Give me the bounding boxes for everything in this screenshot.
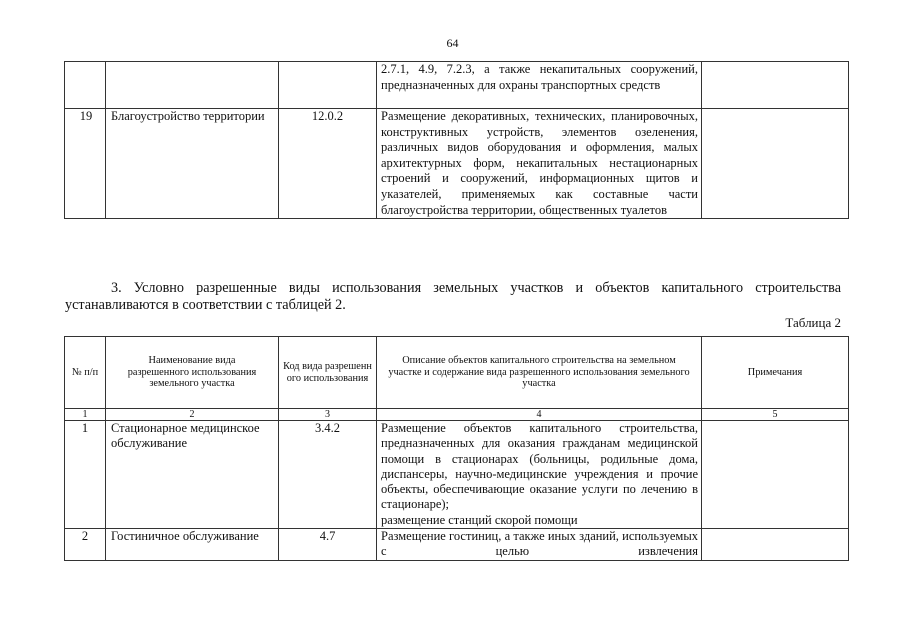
- land-use-note: [702, 62, 849, 109]
- land-use-description: 2.7.1, 4.9, 7.2.3, а также некапитальных сооружений, предназначенных для охраны транспортных средств: [377, 62, 702, 109]
- table-row: [65, 529, 849, 561]
- table-row: [65, 421, 849, 529]
- land-use-note: [702, 529, 849, 561]
- table-header-row: [65, 337, 849, 409]
- page-number: 64: [446, 36, 459, 50]
- table-row: [65, 109, 849, 219]
- land-use-name: Гостиничное обслуживание: [106, 529, 279, 561]
- row-number: [65, 62, 106, 109]
- land-use-name: [106, 62, 279, 109]
- land-use-code: 4.7: [279, 529, 377, 561]
- land-use-description: [377, 421, 702, 529]
- column-index-row: [65, 409, 849, 421]
- description-text: Размещение гостиниц, а также иных зданий, используемых с целью извлечения: [381, 529, 698, 559]
- header-description: Описание объектов капитального строительства на земельном участке и содержание вида разрешенного использования земельного участка: [377, 337, 702, 409]
- land-use-description: [377, 529, 702, 561]
- land-use-description: Размещение декоративных, технических, планировочных, конструктивных устройств, элементов озеленения, различных видов оборудования и оформления, малых архитектурных форм, некапитальных нестационарных строений и сооружений, информационных щитов и указателей, применяемых как составные части благоустройства территории, общественных туалетов: [377, 109, 702, 219]
- row-number: 2: [65, 529, 106, 561]
- header-notes: Примечания: [702, 337, 849, 409]
- description-text-continued: размещение станций скорой помощи: [381, 512, 578, 527]
- land-use-code: 12.0.2: [279, 109, 377, 219]
- row-number: 1: [65, 421, 106, 529]
- section-paragraph: 3. Условно разрешенные виды использования земельных участков и объектов капитального строительства устанавливаются в соответствии с таблицей 2.: [65, 280, 841, 313]
- column-index: 1: [65, 409, 106, 421]
- header-land-use-name: Наименование вида разрешенного использования земельного участка: [106, 337, 279, 409]
- table-caption: Таблица 2: [785, 315, 841, 330]
- land-use-name: Благоустройство территории: [106, 109, 279, 219]
- header-number: № п/п: [65, 337, 106, 409]
- land-use-name: Стационарное медицинское обслуживание: [106, 421, 279, 529]
- land-use-code: 3.4.2: [279, 421, 377, 529]
- column-index: 5: [702, 409, 849, 421]
- row-number: 19: [65, 109, 106, 219]
- land-use-note: [702, 421, 849, 529]
- land-use-code: [279, 62, 377, 109]
- header-land-use-code: Код вида разрешенного использования: [279, 337, 377, 409]
- table-row: [65, 62, 849, 109]
- conditional-land-use-table: [64, 336, 849, 561]
- column-index: 4: [377, 409, 702, 421]
- description-text: Размещение объектов капитального строительства, предназначенных для оказания гражданам медицинской помощи в стационарах (больницы, родильные дома, диспансеры, научно-медицинские учреждения и прочие объекты, обеспечивающие оказание услуги по лечению в стационаре);: [381, 421, 698, 512]
- land-use-table-continued: [64, 61, 849, 219]
- land-use-note: [702, 109, 849, 219]
- column-index: 3: [279, 409, 377, 421]
- column-index: 2: [106, 409, 279, 421]
